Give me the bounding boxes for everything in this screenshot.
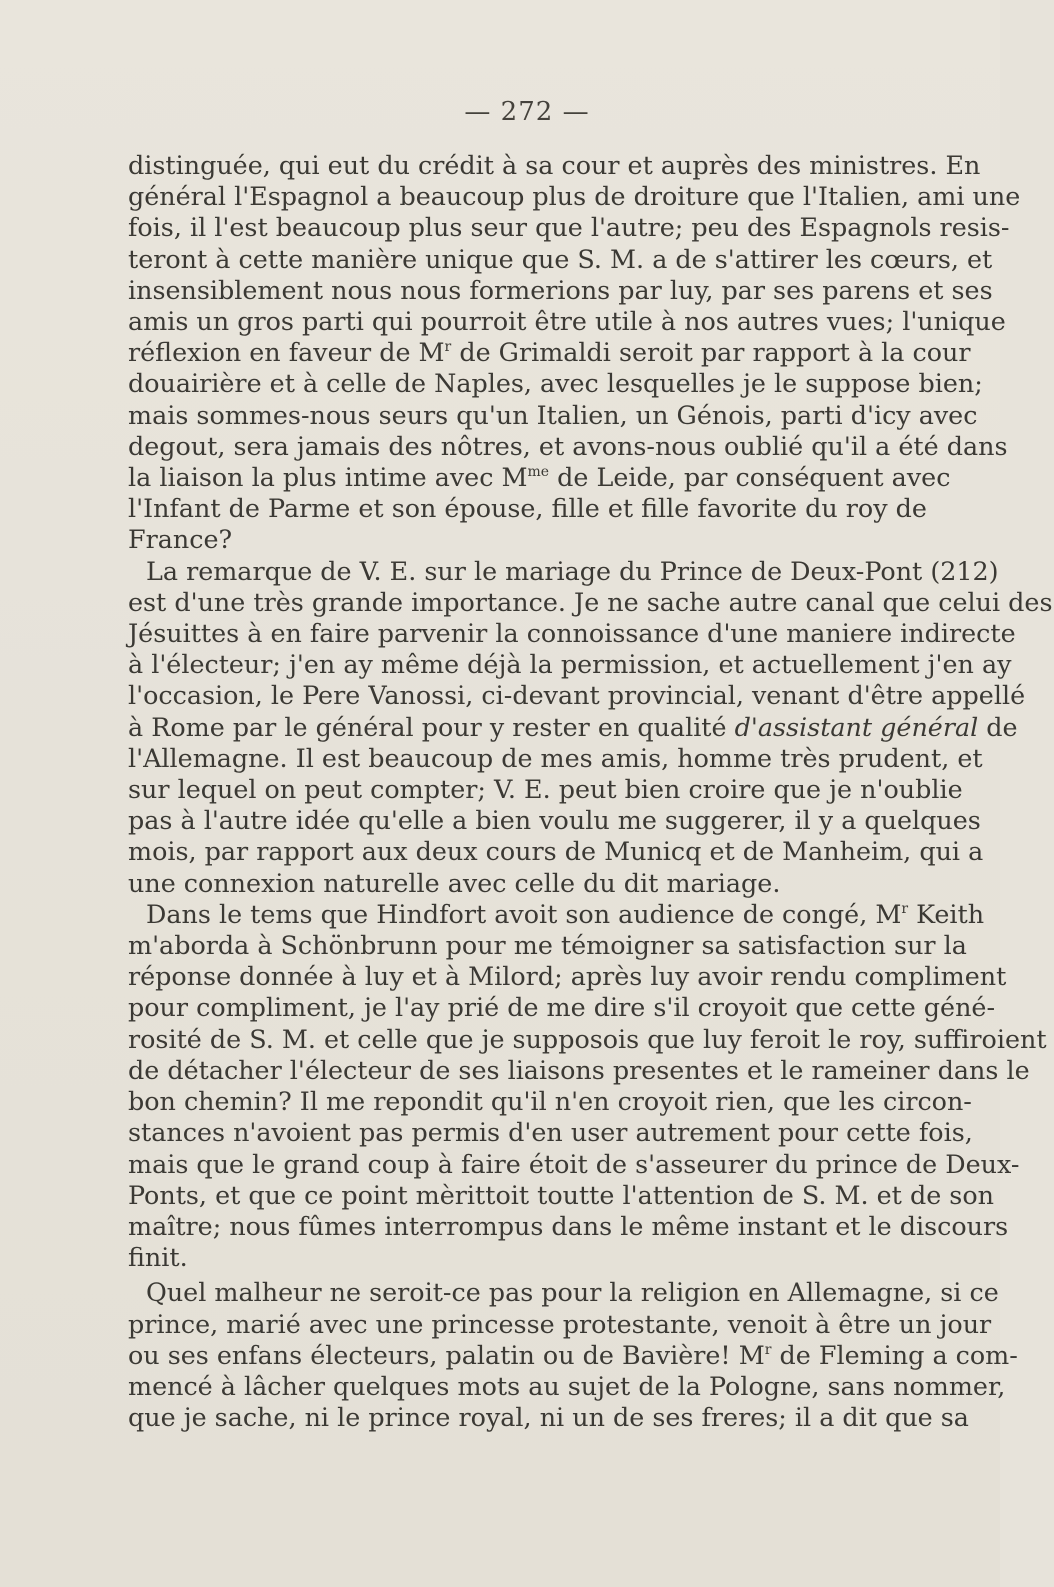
text-segment: à Rome par le général pour y rester en qualité (128, 711, 735, 742)
text-segment: la liaison la plus intime avec M (128, 462, 528, 493)
text-line: stances n'avoient pas permis d'en user autrement pour cette fois, (128, 1117, 973, 1148)
text-line: l'Infant de Parme et son épouse, fille et fille favorite du roy de (128, 493, 927, 524)
text-line: de détacher l'électeur de ses liaisons presentes et le rameiner dans le (128, 1054, 1030, 1085)
text-line: mais que le grand coup à faire étoit de s'asseurer du prince de Deux- (128, 1148, 1020, 1179)
italic-text: d'assistant général (734, 711, 979, 742)
text-line: teront à cette manière unique que S. M. a de s'attirer les cœurs, et (128, 243, 993, 274)
text-line: pas à l'autre idée qu'elle a bien voulu me suggerer, il y a quelques (128, 805, 981, 836)
text-line (128, 711, 1018, 743)
text-segment: réflexion en faveur de M (128, 337, 445, 368)
text-line: réponse donnée à luy et à Milord; après luy avoir rendu compliment (128, 961, 1007, 992)
text-line: l'Allemagne. Il est beaucoup de mes amis, homme très prudent, et (128, 742, 983, 773)
text-line: mencé à lâcher quelques mots au sujet de la Pologne, sans nommer, (128, 1370, 1006, 1401)
text-line: rosité de S. M. et celle que je supposois que luy feroit le roy, suffiroient (128, 1023, 1047, 1054)
text-segment: ou ses enfans électeurs, palatin ou de Bavière! M (128, 1339, 765, 1370)
text-line: fois, il l'est beaucoup plus seur que l'autre; peu des Espagnols resis- (128, 212, 1010, 243)
body-text (128, 150, 1053, 1433)
paragraph (128, 150, 1021, 556)
text-line: Jésuittes à en faire parvenir la connoissance d'une maniere indirecte (128, 618, 1016, 649)
paragraph (128, 1277, 1018, 1433)
text-line: sur lequel on peut compter; V. E. peut bien croire que je n'oublie (128, 774, 963, 805)
text-line: l'occasion, le Pere Vanossi, ci-devant provincial, venant d'être appellé (128, 680, 1026, 711)
text-segment: de Fleming a com- (771, 1339, 1018, 1370)
text-line: Ponts, et que ce point mèrittoit toutte l'attention de S. M. et de son (128, 1179, 994, 1210)
text-line: amis un gros parti qui pourroit être utile à nos autres vues; l'unique (128, 306, 1006, 337)
text-line: m'aborda à Schönbrunn pour me témoigner sa satisfaction sur la (128, 930, 967, 961)
text-line: prince, marié avec une princesse protestante, venoit à être un jour (128, 1308, 992, 1339)
superscript: r (444, 339, 452, 356)
text-line (128, 337, 971, 368)
paragraph (128, 898, 1047, 1273)
text-line: La remarque de V. E. sur le mariage du Prince de Deux-Pont (212) (146, 555, 999, 586)
text-line: à l'électeur; j'en ay même déjà la permission, et actuellement j'en ay (128, 649, 1012, 680)
text-line (128, 898, 985, 930)
text-line: maître; nous fûmes interrompus dans le même instant et le discours (128, 1210, 1009, 1241)
text-segment: de Grimaldi seroit par rapport à la cour (451, 337, 971, 368)
text-line: mais sommes-nous seurs qu'un Italien, un Génois, parti d'icy avec (128, 399, 978, 430)
text-segment: Keith (908, 898, 985, 929)
text-line: finit. (128, 1242, 188, 1273)
text-line: Quel malheur ne seroit-ce pas pour la religion en Allemagne, si ce (146, 1277, 999, 1308)
superscript: r (901, 900, 909, 917)
text-line: général l'Espagnol a beaucoup plus de droiture que l'Italien, ami une (128, 181, 1021, 212)
text-line: insensiblement nous nous formerions par luy, par ses parens et ses (128, 274, 993, 305)
text-segment: de (978, 711, 1018, 742)
text-line: mois, par rapport aux deux cours de Municq et de Manheim, qui a (128, 836, 984, 867)
text-line: France? (128, 524, 233, 555)
superscript: me (527, 464, 550, 481)
text-segment: Dans le tems que Hindfort avoit son audience de congé, M (146, 898, 902, 929)
text-line (128, 462, 951, 493)
text-line (128, 1339, 1018, 1371)
text-line: bon chemin? Il me repondit qu'il n'en croyoit rien, que les circon- (128, 1086, 972, 1117)
page-number: — 272 — (464, 97, 590, 127)
text-line: pour compliment, je l'ay prié de me dire s'il croyoit que cette géné- (128, 992, 996, 1023)
text-line: douairière et à celle de Naples, avec lesquelles je le suppose bien; (128, 368, 983, 399)
paragraph (128, 555, 1053, 899)
text-line: que je sache, ni le prince royal, ni un de ses freres; il a dit que sa (128, 1402, 969, 1433)
superscript: r (764, 1341, 772, 1358)
text-line: est d'une très grande importance. Je ne sache autre canal que celui des (128, 586, 1053, 617)
text-segment: de Leide, par conséquent avec (549, 462, 951, 493)
text-line: distinguée, qui eut du crédit à sa cour et auprès des ministres. En (128, 150, 981, 180)
text-line: degout, sera jamais des nôtres, et avons-nous oublié qu'il a été dans (128, 430, 1008, 461)
text-line: une connexion naturelle avec celle du dit mariage. (128, 867, 781, 898)
